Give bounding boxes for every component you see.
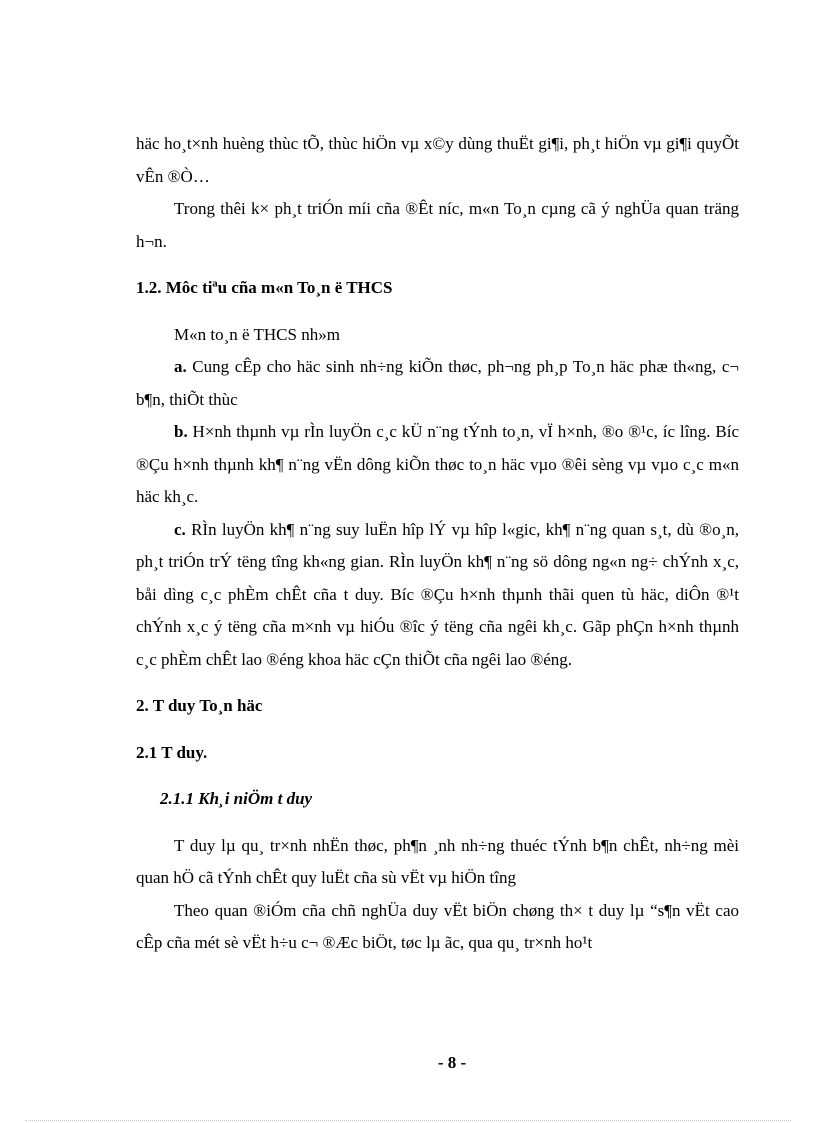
objective-c [136, 514, 739, 677]
paragraph-objectives-intro: M«n to¸n ë THCS nh»m [174, 324, 340, 344]
objective-b [136, 416, 739, 514]
paragraph-new-period: Trong thêi k× ph¸t triÓn míi cña ®Êt níc, m«n To¸n cµng cã ý nghÜa quan träng h¬n. [136, 199, 739, 251]
document-body [136, 128, 739, 960]
footer-divider [25, 1120, 791, 1121]
heading-thinking-concept: 2.1.1 Kh¸i niÖm t duy [160, 789, 313, 808]
page-number: - 8 - [437, 1053, 467, 1072]
paragraph-intro-continuation: häc ho¸t×nh huèng thùc tÕ, thùc hiÖn vµ x©y dùng thuËt gi¶i, ph¸t hiÖn vµ gi¶i quyÕt vÊn ®Ò… [136, 134, 739, 186]
paragraph-thinking-definition: T duy lµ qu¸ tr×nh nhËn thøc, ph¶n ¸nh nh÷ng thuéc tÝnh b¶n chÊt, nh÷ng mèi quan hÖ cã tÝnh chÊt quy luËt cña sù vËt vµ hiÖn tîng [136, 835, 739, 887]
objective-a [136, 351, 739, 416]
heading-thinking: 2.1 T duy. [136, 742, 208, 762]
heading-objectives: 1.2. Môc tiªu cña m«n To¸n ë THCS [136, 278, 393, 297]
objective-c-label: c. [174, 519, 186, 539]
objective-a-text: Cung cÊp cho häc sinh nh÷ng kiÕn thøc, ph¬ng ph¸p To¸n häc phæ th«ng, c¬ b¶n, thiÕt thùc [136, 357, 739, 409]
objective-c-text: RÌn luyÖn kh¶ n¨ng suy luËn hîp lÝ vµ hîp l«gic, kh¶ n¨ng quan s¸t, dù ®o¸n, ph¸t triÓn trÝ tëng tîng kh«ng gian. RÌn luyÖn kh¶ n¨ng sö dông ng«n ng÷ chÝnh x¸c, båi dìng c¸c phÈm chÊt cña t duy. Bíc ®Çu h×nh thµnh thãi quen tù häc, diÔn ®¹t chÝnh x¸c ý tëng cña m×nh vµ hiÓu ®îc ý tëng cña ngêi kh¸c. Gãp phÇn h×nh thµnh c¸c phÈm chÊt lao ®éng khoa häc cÇn thiÕt cña ngêi lao ®éng. [136, 519, 739, 669]
objective-a-label: a. [174, 357, 187, 376]
paragraph-dialectical-view: Theo quan ®iÓm cña chñ nghÜa duy vËt biÖn chøng th× t duy lµ “s¶n vËt cao cÊp cña mét sè vËt h÷u c¬ ®Æc biÖt, tøc lµ ãc, qua qu¸ tr×nh ho¹t [136, 900, 739, 952]
objective-b-text: H×nh thµnh vµ rÌn luyÖn c¸c kÜ n¨ng tÝnh to¸n, vÏ h×nh, ®o ®¹c, íc lîng. Bíc ®Çu h×nh thµnh kh¶ n¨ng vËn dông kiÕn thøc to¸n häc vµo ®êi sèng vµ vµo c¸c m«n häc kh¸c. [136, 422, 739, 506]
objective-b-label: b. [174, 422, 188, 441]
heading-math-thinking: 2. T duy To¸n häc [136, 696, 263, 715]
